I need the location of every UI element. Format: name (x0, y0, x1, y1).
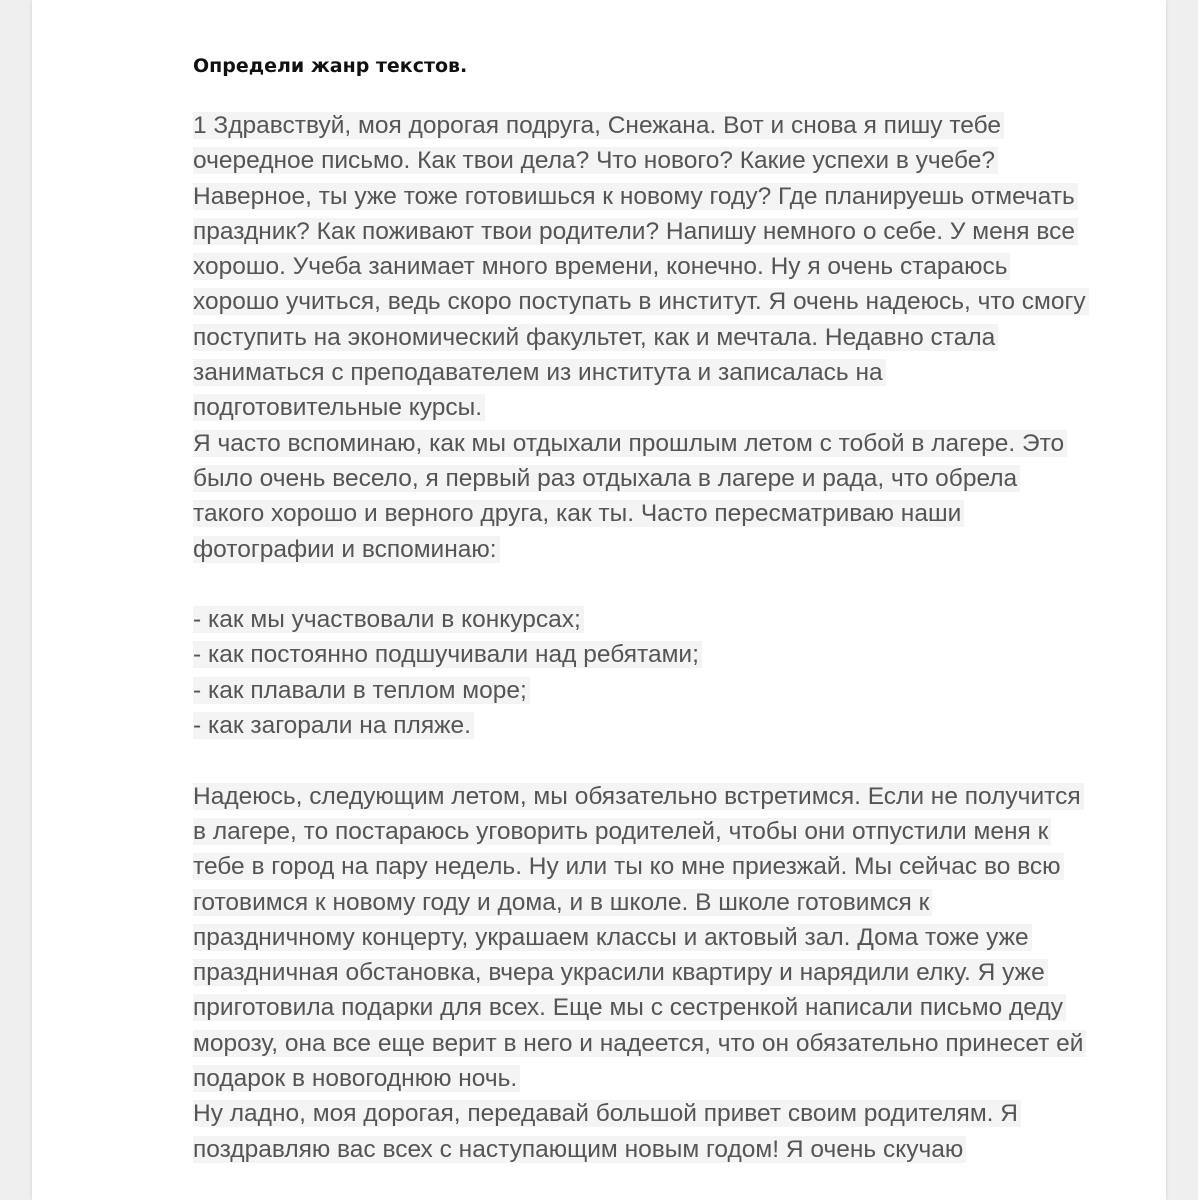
list-item (193, 602, 1093, 637)
list-item (193, 673, 1093, 708)
list-item-text: - как мы участвовали в конкурсах; (193, 606, 584, 633)
list-item (193, 708, 1093, 743)
memories-list (193, 602, 1093, 743)
blank-line (193, 743, 1093, 778)
list-item-text: - как плавали в теплом море; (193, 677, 530, 704)
list-item-text: - как постоянно подшучивали над ребятами; (193, 641, 702, 668)
paragraph-3-text: Надеюсь, следующим летом, мы обязательно встретимся. Если не получится в лагере, то постараюсь уговорить родителей, чтобы они отпустили меня к тебе в город на пару недель. Ну или ты ко мне приезжай. Мы сейчас во всю готовимся к новому году и дома, и в школе. В школе готовимся к праздничному концерту, украшаем классы и актовый зал. Дома тоже уже праздничная обстановка, вчера украсили квартиру и нарядили елку. Я уже приготовила подарки для всех. Еще мы с сестренкой написали письмо деду морозу, она все еще верит в него и надеется, что он обязательно принесет ей подарок в новогоднюю ночь. (193, 783, 1086, 1092)
list-item (193, 637, 1093, 672)
blank-line (193, 567, 1093, 602)
document-title: Определи жанр текстов. (193, 55, 468, 77)
paragraph-2-text: Я часто вспоминаю, как мы отдыхали прошлым летом с тобой в лагере. Это было очень весело, я первый раз отдыхала в лагере и рада, что обрела такого хорошо и верного друга, как ты. Часто пересматриваю наши фотографии и вспоминаю: (193, 430, 1067, 563)
paragraph-4-text: Ну ладно, моя дорогая, передавай большой привет своим родителям. Я поздравляю вас всех с наступающим новым годом! Я очень скучаю (193, 1100, 1021, 1162)
document-content (193, 52, 1093, 1167)
paragraph-3 (193, 779, 1093, 1097)
list-item-text: - как загорали на пляже. (193, 712, 474, 739)
paragraph-4 (193, 1096, 1093, 1167)
paragraph-1-text: 1 Здравствуй, моя дорогая подруга, Снежана. Вот и снова я пишу тебе очередное письмо. Как твои дела? Что нового? Какие успехи в учебе? Наверное, ты уже тоже готовишься к новому году? Где планируешь отмечать праздник? Как поживают твои родители? Напишу немного о себе. У меня все хорошо. Учеба занимает много времени, конечно. Ну я очень стараюсь хорошо учиться, ведь скоро поступать в институт. Я очень надеюсь, что смогу поступить на экономический факультет, как и мечтала. Недавно стала заниматься с преподавателем из института и записалась на подготовительные курсы. (193, 112, 1089, 421)
document-page (32, 0, 1166, 1200)
paragraph-2 (193, 426, 1093, 567)
paragraph-1 (193, 108, 1093, 426)
